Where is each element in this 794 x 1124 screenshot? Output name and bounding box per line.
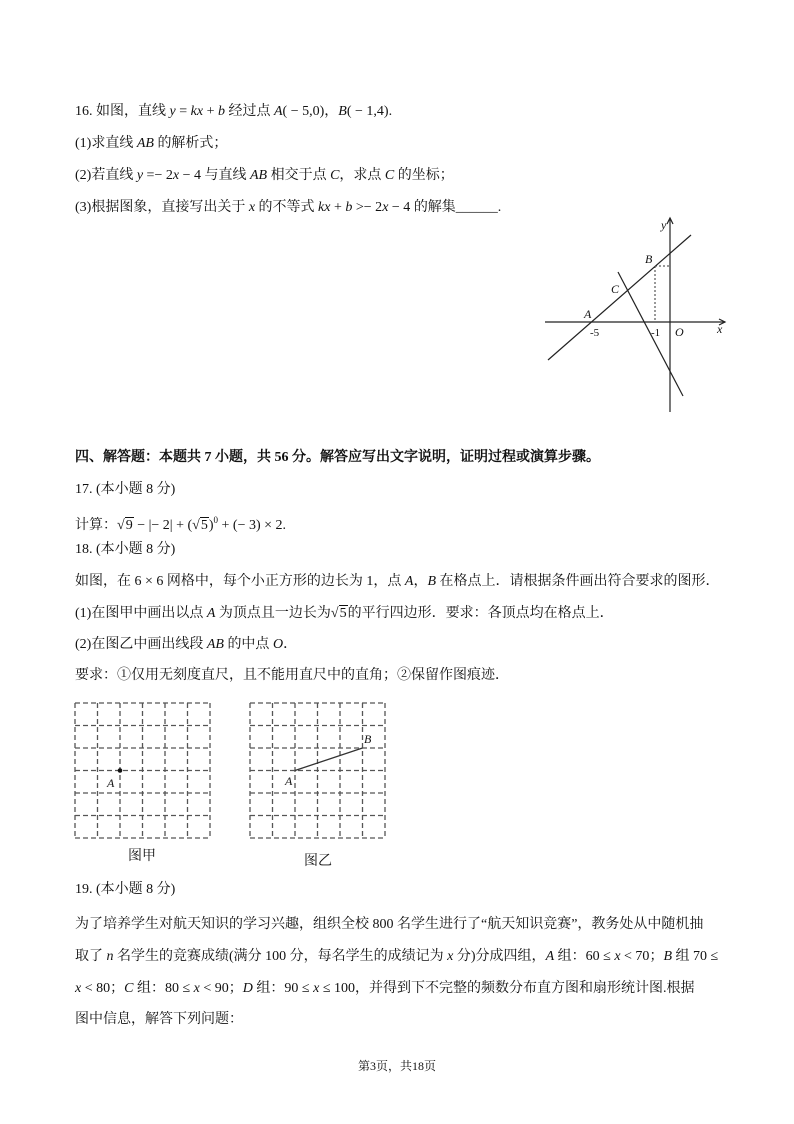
text-segment: 的坐标； <box>394 168 454 183</box>
math-expression: − |− 2| + ( <box>133 518 193 533</box>
grid-b <box>250 703 385 838</box>
math-variable: A <box>404 574 414 589</box>
q18-intro <box>75 572 720 592</box>
grid-a-point-a <box>118 768 123 773</box>
math-expression: ( − 5,0) <box>282 104 325 119</box>
math-variable: C <box>330 168 340 183</box>
math-variable: y <box>136 168 144 183</box>
math-expression: < 70 <box>620 949 650 964</box>
math-expression: 70 ≤ <box>693 949 719 964</box>
math-variable: y <box>169 104 176 119</box>
math-variable: AB <box>249 168 268 183</box>
point-b-label: B <box>645 252 653 266</box>
point-c-label: C <box>611 282 620 296</box>
math-expression: − 4 <box>388 200 411 215</box>
text-segment: 分)分成四组， <box>453 949 546 964</box>
math-variable: D <box>242 981 253 996</box>
math-variable: b <box>217 104 225 119</box>
math-variable: x <box>75 981 82 996</box>
math-variable: x <box>248 200 256 215</box>
math-variable: C <box>384 168 395 183</box>
q16-coordinate-graph <box>540 212 730 417</box>
math-variable: x <box>172 168 180 183</box>
text-segment: ； <box>228 981 243 996</box>
q19-header: 19. (本小题 8 分) <box>75 882 176 897</box>
text-segment: 组： <box>252 981 285 996</box>
q18-part1 <box>75 604 614 624</box>
math-expression: < 80 <box>81 981 111 996</box>
math-variable: A <box>545 949 555 964</box>
math-expression: 90 ≤ <box>284 981 314 996</box>
origin-label: O <box>675 325 684 339</box>
q18-header: 18. (本小题 8 分) <box>75 542 176 557</box>
text-segment: 相交于点 <box>267 168 331 183</box>
text-segment: 取了 <box>75 949 107 964</box>
sqrt-radicand: 9 <box>125 518 133 533</box>
q19-line2 <box>75 947 718 967</box>
q17-header: 17. (本小题 8 分) <box>75 482 176 497</box>
text-segment: 组： <box>133 981 165 996</box>
q19-line4: 图中信息，解答下列问题： <box>75 1012 243 1027</box>
math-expression: >− 2 <box>352 200 383 215</box>
math-expression: 80 ≤ <box>164 981 194 996</box>
grid-a <box>75 703 210 838</box>
math-superscript: 0 <box>213 515 219 525</box>
text-segment: 的解析式； <box>153 136 228 151</box>
text-segment: (2)若直线 <box>75 168 137 183</box>
sqrt-radicand: 5 <box>339 606 347 621</box>
text-segment: 为顶点且一边长为 <box>215 606 331 621</box>
text-segment: 的解集______. <box>410 200 502 215</box>
text-segment: ，并得到下不完整的频数分布直方图和扇形统计图.根据 <box>355 981 695 996</box>
math-variable: O <box>272 637 284 652</box>
text-segment: 的中点 <box>223 637 273 652</box>
grid-b-point-a-label: A <box>285 774 293 788</box>
math-expression: ≤ 100 <box>319 981 355 996</box>
text-segment: 在格点上．请根据条件画出符合要求的图形． <box>436 574 720 589</box>
text-segment: 经过点 <box>224 104 274 119</box>
text-segment: 组： <box>554 949 586 964</box>
math-expression: + <box>203 104 218 119</box>
math-variable: x <box>447 949 454 964</box>
text-segment: 与直线 <box>200 168 250 183</box>
text-segment: 的不等式 <box>255 200 319 215</box>
text-segment: (3)根据图象，直接写出关于 <box>75 200 249 215</box>
q16-part3 <box>75 198 501 218</box>
math-variable: B <box>427 574 437 589</box>
math-expression: ( − 1,4) <box>346 104 389 119</box>
text-segment: ； <box>110 981 125 996</box>
text-segment: ； <box>649 949 664 964</box>
text-segment: 网格中，每个小正方形的边长为 1，点 <box>163 574 405 589</box>
math-variable: x <box>614 949 621 964</box>
text-segment: ， <box>324 104 339 119</box>
math-square-root <box>117 517 134 533</box>
q17-expression <box>75 510 286 536</box>
math-expression: = <box>175 104 191 119</box>
text-segment: ， <box>413 574 428 589</box>
math-variable: x <box>193 981 200 996</box>
text-segment: (2)在图乙中画出线段 <box>75 637 207 652</box>
x-axis-label: x <box>717 322 723 336</box>
math-expression: =− 2 <box>143 168 173 183</box>
math-square-root <box>192 517 209 533</box>
math-variable: kx <box>318 200 331 215</box>
text-segment: . <box>388 104 393 119</box>
q16-part2 <box>75 166 454 186</box>
q16-stem <box>75 102 392 122</box>
grid-b-point-b-label: B <box>364 732 372 746</box>
tick-minus5-label: -5 <box>590 327 600 339</box>
q16-part1 <box>75 134 227 154</box>
text-segment: . <box>282 518 287 533</box>
math-variable: b <box>345 200 353 215</box>
math-expression: + <box>330 200 346 215</box>
text-segment: 16. 如图，直线 <box>75 104 170 119</box>
math-variable: B <box>338 104 347 119</box>
math-variable: n <box>106 949 114 964</box>
text-segment: 的平行四边形．要求：各顶点均在格点上． <box>347 606 614 621</box>
tick-minus1-label: -1 <box>651 327 661 339</box>
q18-requirements: 要求：①仅用无刻度直尺，且不能用直尺中的直角；②保留作图痕迹． <box>75 668 509 683</box>
math-expression: − 4 <box>179 168 201 183</box>
math-expression: ) <box>208 518 214 533</box>
math-variable: AB <box>206 637 224 652</box>
math-variable: x <box>382 200 389 215</box>
point-a-label: A <box>584 307 592 321</box>
sqrt-radicand: 5 <box>200 518 208 533</box>
text-segment: 计算： <box>75 518 117 533</box>
math-square-root <box>331 605 348 621</box>
text-segment: ，求点 <box>339 168 385 183</box>
text-segment: 组 <box>672 949 693 964</box>
segment-ab <box>295 748 363 771</box>
caption-figure-a: 图甲 <box>128 849 156 864</box>
math-expression: < 90 <box>199 981 229 996</box>
math-variable: B <box>663 949 672 964</box>
text-segment: (1)求直线 <box>75 136 137 151</box>
grid-a-point-a-label: A <box>107 776 115 790</box>
q19-line1: 为了培养学生对航天知识的学习兴趣，组织全校 800 名学生进行了“航天知识竞赛”，教务处从中随机抽 <box>75 917 704 932</box>
math-variable: A <box>206 606 216 621</box>
caption-figure-b: 图乙 <box>304 854 332 869</box>
math-variable: A <box>273 104 283 119</box>
math-variable: kx <box>190 104 204 119</box>
q18-part2 <box>75 635 297 655</box>
text-segment: (1)在图甲中画出以点 <box>75 606 207 621</box>
text-segment: ． <box>283 637 298 652</box>
math-variable: C <box>124 981 134 996</box>
math-variable: x <box>313 981 320 996</box>
page-footer: 第3页，共18页 <box>357 1059 436 1073</box>
q19-line3 <box>75 979 695 999</box>
math-variable: AB <box>136 136 154 151</box>
math-expression: 6 × 6 <box>134 574 164 589</box>
text-segment: 名学生的竞赛成绩(满分 100 分，每名学生的成绩记为 <box>113 949 448 964</box>
text-segment: 如图，在 <box>75 574 135 589</box>
math-expression: + (− 3) × 2 <box>218 518 283 533</box>
q18-grid-figures <box>60 695 400 875</box>
y-axis-label: y <box>661 218 667 232</box>
section4-heading: 四、解答题：本题共 7 小题，共 56 分。解答应写出文字说明，证明过程或演算步骤。 <box>75 450 600 465</box>
math-expression: 60 ≤ <box>585 949 615 964</box>
